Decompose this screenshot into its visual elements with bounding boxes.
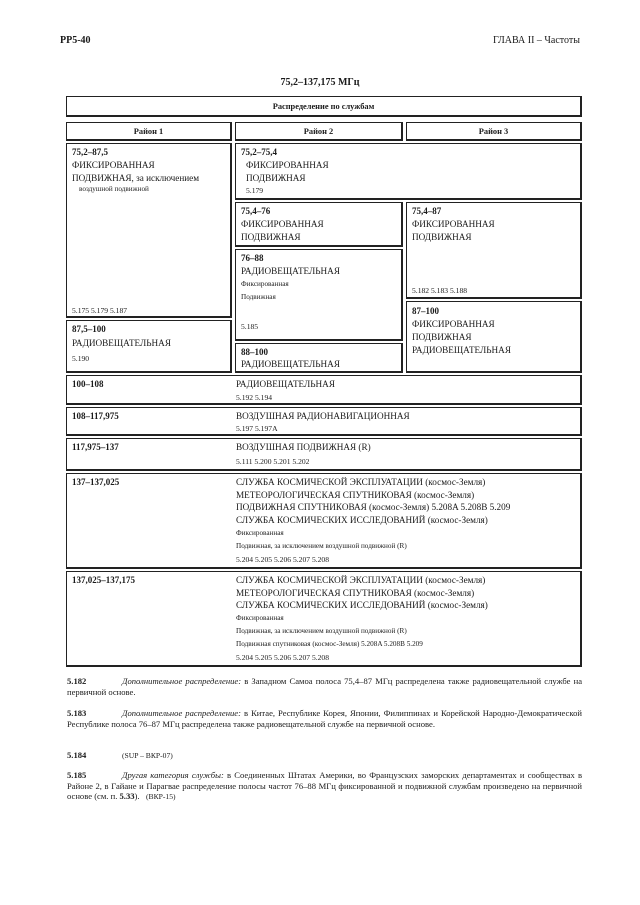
service-line: РАДИОВЕЩАТЕЛЬНАЯ bbox=[236, 379, 335, 389]
row-108-117975 bbox=[66, 407, 582, 436]
service-line: РАДИОВЕЩАТЕЛЬНАЯ bbox=[241, 359, 340, 369]
band-label: 137–137,025 bbox=[72, 477, 120, 487]
footnote-tail: ). bbox=[134, 791, 140, 802]
band-title: 75,2–137,175 МГц bbox=[280, 77, 360, 88]
service-line: СЛУЖБА КОСМИЧЕСКОЙ ЭКСПЛУАТАЦИИ (космос-Земля) bbox=[236, 575, 486, 585]
footnote-refs: 5.204 5.205 5.206 5.207 5.208 bbox=[236, 653, 330, 662]
footnote-number: 5.185 bbox=[67, 770, 87, 780]
service-line: воздушной подвижной bbox=[79, 185, 149, 193]
footnote-wrc: (ВКР-15) bbox=[146, 792, 176, 802]
service-line: ПОДВИЖНАЯ bbox=[246, 173, 306, 183]
footnote-label: Другая категория службы: bbox=[122, 770, 224, 780]
service-line: ПОДВИЖНАЯ, за исключением bbox=[72, 173, 200, 183]
footnote-label: Дополнительное распределение: bbox=[122, 676, 242, 686]
footnote-refs: 5.190 bbox=[72, 354, 90, 363]
region-2-header-box bbox=[235, 122, 403, 141]
service-line: ФИКСИРОВАННАЯ bbox=[246, 160, 329, 170]
footnote-number: 5.184 bbox=[67, 750, 87, 760]
band-label: 87,5–100 bbox=[72, 324, 106, 334]
region-2-cell-88-100 bbox=[235, 343, 403, 373]
footnote-refs: 5.179 bbox=[246, 186, 264, 195]
service-line: Подвижная bbox=[241, 293, 276, 301]
footnote-refs: 5.175 5.179 5.187 bbox=[72, 306, 128, 315]
region-2-3-cell-75.2-75.4 bbox=[235, 143, 582, 200]
band-label: 75,4–87 bbox=[412, 206, 442, 216]
region-2-cell-76-88 bbox=[235, 249, 403, 341]
band-label: 137,025–137,175 bbox=[72, 575, 135, 585]
service-line: МЕТЕОРОЛОГИЧЕСКАЯ СПУТНИКОВАЯ (космос-Земля) bbox=[236, 588, 475, 598]
service-line: Фиксированная bbox=[241, 280, 289, 288]
service-line: МЕТЕОРОЛОГИЧЕСКАЯ СПУТНИКОВАЯ (космос-Земля) bbox=[236, 490, 475, 500]
row-137025-137175 bbox=[66, 571, 582, 667]
band-label: 117,975–137 bbox=[72, 442, 119, 452]
services-header-box bbox=[66, 96, 582, 117]
service-line: ФИКСИРОВАННАЯ bbox=[412, 319, 495, 329]
service-line: ПОДВИЖНАЯ bbox=[241, 232, 301, 242]
region-1-header: Район 1 bbox=[133, 127, 164, 136]
region-2-cell-75.4-76 bbox=[235, 202, 403, 247]
service-line: Фиксированная bbox=[236, 614, 284, 622]
service-line: СЛУЖБА КОСМИЧЕСКИХ ИССЛЕДОВАНИЙ (космос-Земля) bbox=[236, 515, 488, 525]
service-line: РАДИОВЕЩАТЕЛЬНАЯ bbox=[412, 345, 511, 355]
footnote-refs: 5.185 bbox=[241, 322, 259, 331]
chapter-title: ГЛАВА II – Частоты bbox=[492, 35, 580, 46]
service-line: Фиксированная bbox=[236, 529, 284, 537]
region-3-header-box bbox=[406, 122, 582, 141]
band-label: 75,2–87,5 bbox=[72, 147, 108, 157]
footnote-text: (SUP – ВКР-07) bbox=[122, 751, 173, 760]
footnote-text: в Соединенных Штатах Америки, во Французских заморских департаментах и сообществах в Районе 2, в Гайане и Парагвае распределение полосы частот 76–88 МГц фиксированной и подвижной службам произведено на первичной основе (см. п. bbox=[67, 770, 583, 802]
row-100-108 bbox=[66, 375, 582, 405]
service-line: Подвижная, за исключением воздушной подвижной (R) bbox=[236, 542, 407, 550]
service-line: ФИКСИРОВАННАЯ bbox=[72, 160, 155, 170]
footnote-5-185 bbox=[67, 770, 582, 802]
service-line: ФИКСИРОВАННАЯ bbox=[412, 219, 495, 229]
footnote-number: 5.183 bbox=[67, 708, 87, 718]
region-3-cell-75.4-87 bbox=[406, 202, 582, 299]
row-137-137025 bbox=[66, 473, 582, 569]
band-label: 108–117,975 bbox=[72, 411, 119, 421]
footnote-number: 5.182 bbox=[67, 676, 87, 686]
band-label: 87–100 bbox=[412, 306, 439, 316]
footnote-refs: 5.204 5.205 5.206 5.207 5.208 bbox=[236, 555, 330, 564]
footnote-refs: 5.182 5.183 5.188 bbox=[412, 286, 468, 295]
footnote-refs: 5.192 5.194 bbox=[236, 393, 273, 402]
footnote-text: в Китае, Республике Корея, Японии, Филиппинах и Корейской Народно-Демократической Республике полоса 76–87 МГц распределена также радиовещательной службе на первичной основе. bbox=[67, 708, 583, 729]
band-label: 75,2–75,4 bbox=[241, 147, 277, 157]
service-line: СЛУЖБА КОСМИЧЕСКОЙ ЭКСПЛУАТАЦИИ (космос-Земля) bbox=[236, 477, 486, 487]
region-2-header: Район 2 bbox=[303, 127, 334, 136]
footnote-label: Дополнительное распределение: bbox=[122, 708, 241, 718]
footnote-refs: 5.111 5.200 5.201 5.202 bbox=[236, 457, 310, 466]
services-header: Распределение по службам bbox=[272, 102, 375, 111]
service-line: Подвижная спутниковая (космос-Земля) 5.208A 5.208B 5.209 bbox=[236, 640, 423, 648]
footnote-5-182 bbox=[67, 676, 582, 697]
service-line: ФИКСИРОВАННАЯ bbox=[241, 219, 324, 229]
region-3-header: Район 3 bbox=[478, 127, 509, 136]
band-label: 100–108 bbox=[72, 379, 104, 389]
service-line: ПОДВИЖНАЯ bbox=[412, 332, 472, 342]
row-117975-137 bbox=[66, 438, 582, 471]
band-label: 75,4–76 bbox=[241, 206, 271, 216]
service-line: ПОДВИЖНАЯ bbox=[412, 232, 472, 242]
band-label: 76–88 bbox=[241, 253, 264, 263]
footnote-refs: 5.197 5.197A bbox=[236, 424, 278, 433]
region-1-cell-75-87 bbox=[66, 143, 232, 318]
service-line: СЛУЖБА КОСМИЧЕСКИХ ИССЛЕДОВАНИЙ (космос-Земля) bbox=[236, 600, 488, 610]
service-line: РАДИОВЕЩАТЕЛЬНАЯ bbox=[72, 338, 171, 348]
region-3-cell-87-100 bbox=[406, 301, 582, 373]
region-1-cell-87-100 bbox=[66, 320, 232, 373]
footnote-5-184 bbox=[67, 750, 582, 761]
band-label: 88–100 bbox=[241, 347, 268, 357]
service-line: РАДИОВЕЩАТЕЛЬНАЯ bbox=[241, 266, 340, 276]
service-line: ВОЗДУШНАЯ РАДИОНАВИГАЦИОННАЯ bbox=[236, 411, 410, 421]
service-line: ПОДВИЖНАЯ СПУТНИКОВАЯ (космос-Земля) 5.208A 5.208B 5.209 bbox=[236, 502, 511, 512]
footnote-ref: 5.33 bbox=[119, 791, 135, 802]
region-1-header-box bbox=[66, 122, 232, 141]
footnote-text: в Западном Самоа полоса 75,4–87 МГц распределена также радиовещательной службе на первичной основе. bbox=[67, 676, 583, 697]
service-line: ВОЗДУШНАЯ ПОДВИЖНАЯ (R) bbox=[236, 442, 371, 452]
page-ref: РР5-40 bbox=[60, 35, 91, 46]
footnote-5-183 bbox=[67, 708, 582, 729]
service-line: Подвижная, за исключением воздушной подвижной (R) bbox=[236, 627, 407, 635]
